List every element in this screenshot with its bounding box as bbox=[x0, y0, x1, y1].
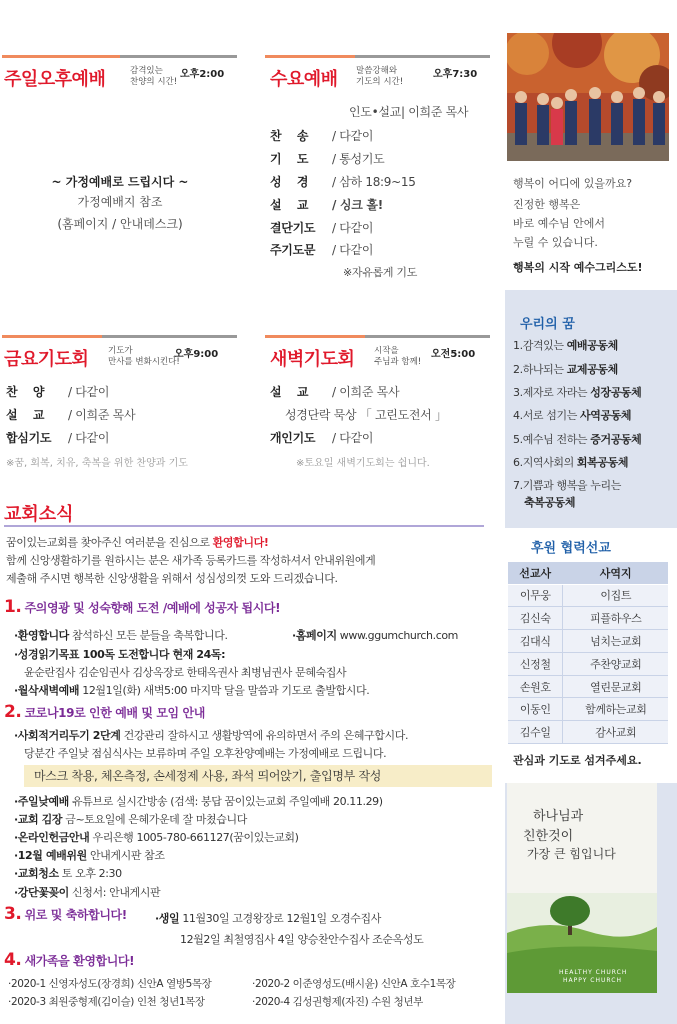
card-line-1: 하나님과 bbox=[533, 809, 584, 824]
news-item: 당분간 주일낮 점심식사는 보류하며 주일 오후찬양예배는 가정예배로 드립니다. bbox=[24, 747, 387, 760]
new-family: ·2020-3 최원중형제(김이슬) 인천 청년1목장 bbox=[8, 996, 205, 1008]
dawn-scripture: 성경단락 묵상 「 고린도전서 」 bbox=[285, 408, 447, 422]
wednesday-service-header bbox=[265, 55, 490, 95]
new-family: ·2020-4 김성권형제(자진) 수원 청년부 bbox=[252, 996, 423, 1008]
wednesday-item: 설 교 / 싱크 홀! bbox=[270, 198, 383, 212]
wednesday-item: 기 도 / 통성기도 bbox=[270, 152, 385, 166]
news-intro: 꿈이있는교회를 찾아주신 여러분을 진심으로 환영합니다! bbox=[6, 536, 269, 549]
wednesday-time: 오후7:30 bbox=[433, 69, 478, 80]
wednesday-note: ※자유롭게 기도 bbox=[343, 266, 418, 279]
news-section-3-title: 3. 위로 및 축하합니다! bbox=[4, 904, 127, 924]
sunday-time: 오후2:00 bbox=[180, 69, 225, 80]
dawn-time: 오전5:00 bbox=[431, 349, 476, 360]
new-family: ·2020-1 신영자성도(장경희) 신안A 열방5목장 bbox=[8, 978, 212, 990]
missions-note: 관심과 기도로 섬겨주세요. bbox=[513, 754, 642, 767]
table-row: 이무웅 이집트 bbox=[508, 584, 668, 607]
news-item: ·12월 예배위원 안내게시판 참조 bbox=[14, 849, 165, 862]
news-item: ·성경읽기목표 100독 도전합니다 현재 24독: bbox=[14, 648, 226, 661]
news-item: 12월2일 최철영집사 4일 양승찬안수집사 조순옥성도 bbox=[180, 933, 424, 946]
table-row: 김신숙 피플하우스 bbox=[508, 607, 668, 630]
dream-item: 3.제자로 자라는 성장공동체 bbox=[513, 386, 642, 399]
happiness-text: 진정한 행복은 bbox=[513, 198, 581, 211]
friday-time: 오후9:00 bbox=[174, 349, 219, 360]
dawn-note: ※토요일 새벽기도회는 쉽니다. bbox=[296, 458, 430, 469]
happiness-slogan: 행복의 시작 예수그리스도! bbox=[513, 261, 643, 274]
dream-item-cont: 축복공동체 bbox=[524, 496, 576, 509]
dream-title: 우리의 꿈 bbox=[520, 317, 575, 332]
card-brand: HEALTHY CHURCH bbox=[559, 969, 628, 976]
news-item: ·주일낮예배 유튜브로 실시간방송 (검색: 붕답 꿈이있는교회 주일예배 20.11.29) bbox=[14, 795, 383, 808]
dawn-service-header bbox=[265, 335, 490, 375]
sunday-subtitle: 감격있는 찬양의 시간! bbox=[130, 66, 178, 87]
sunday-home-worship: ~ 가정예배로 드립시다 ~ bbox=[51, 175, 189, 189]
missions-title: 후원 협력선교 bbox=[531, 541, 611, 556]
news-divider bbox=[4, 525, 484, 527]
new-family: ·2020-2 이준영성도(배시윤) 신안A 호수1목장 bbox=[252, 978, 456, 990]
friday-item: 찬 양 / 다같이 bbox=[6, 385, 110, 399]
happiness-text: 바로 예수님 안에서 bbox=[513, 217, 606, 230]
dream-item: 1.감격있는 예배공동체 bbox=[513, 339, 618, 352]
missions-table: 선교사 사역지 이무웅 이집트 김신숙 피플하우스 김대식 넘치는교회 신정철 주찬양교회 손원호 열린문교회 이동인 함께하는교회 김수일 감사교회 bbox=[508, 562, 668, 744]
news-section-2-title: 2. 코로나19로 인한 예배 및 모임 안내 bbox=[4, 702, 205, 722]
table-row: 손원호 열린문교회 bbox=[508, 675, 668, 698]
card-line-3: 가장 큰 힘입니다 bbox=[527, 847, 616, 861]
news-item: ·홈페이지 www.ggumchurch.com bbox=[292, 629, 458, 642]
wednesday-item: 결단기도 / 다같이 bbox=[270, 221, 374, 235]
slogan-card bbox=[507, 783, 657, 993]
table-row: 김대식 넘치는교회 bbox=[508, 630, 668, 653]
sunday-service-header bbox=[2, 55, 237, 95]
dawn-subtitle: 시작을 주님과 함께! bbox=[374, 346, 422, 367]
friday-item: 설 교 / 이희준 목사 bbox=[6, 408, 136, 422]
news-section-1-title: 1. 주의영광 및 성숙향해 도전 /예배에 성공자 됩시다! bbox=[4, 597, 281, 617]
news-item: ·환영합니다 참석하신 모든 분들을 축복합니다. bbox=[14, 629, 228, 642]
sunday-title: 주일오후예배 bbox=[4, 69, 106, 90]
happiness-text: 누릴 수 있습니다. bbox=[513, 236, 598, 249]
card-line-2: 친한것이 bbox=[523, 829, 574, 844]
dream-item: 4.서로 섬기는 사역공동체 bbox=[513, 409, 632, 422]
group-photo bbox=[507, 33, 669, 161]
wednesday-item: 주기도문 / 다같이 bbox=[270, 243, 374, 257]
dawn-item: 설 교 / 이희준 목사 bbox=[270, 385, 400, 399]
news-item: ·생일 11월30일 고경왕장로 12월1일 오경수집사 bbox=[155, 912, 381, 925]
news-item: ·교회청소 토 오후 2:30 bbox=[14, 867, 122, 880]
table-row: 이동인 함께하는교회 bbox=[508, 698, 668, 721]
happiness-question: 행복이 어디에 있을까요? bbox=[513, 177, 633, 190]
dawn-item: 개인기도 / 다같이 bbox=[270, 431, 374, 445]
news-intro: 제출해 주시면 행복한 신앙생활을 위해서 성심성의껏 도와 드리겠습니다. bbox=[6, 572, 338, 585]
card-brand: HAPPY CHURCH bbox=[563, 977, 622, 984]
covid-notice: 마스크 착용, 체온측정, 손세정제 사용, 좌석 띄어앉기, 출입명부 작성 bbox=[24, 765, 492, 787]
news-item: ·강단꽃꽂이 신청서: 안내게시판 bbox=[14, 886, 161, 899]
dawn-title: 새벽기도회 bbox=[270, 349, 355, 370]
friday-item: 합심기도 / 다같이 bbox=[6, 431, 110, 445]
wednesday-subtitle: 말씀강해와 기도의 시간! bbox=[356, 66, 404, 87]
news-item: ·온라인헌금안내 우리은행 1005-780-661127(꿈이있는교회) bbox=[14, 831, 299, 844]
dream-item: 5.예수님 전하는 증거공동체 bbox=[513, 433, 642, 446]
friday-subtitle: 기도가 만사를 변화시킨다! bbox=[108, 346, 180, 367]
wednesday-title: 수요예배 bbox=[270, 69, 338, 90]
wednesday-item: 성 경 / 삼하 18:9~15 bbox=[270, 175, 416, 189]
news-section-4-title: 4. 새가족을 환영합니다! bbox=[4, 950, 135, 970]
news-item: ·사회적거리두기 2단계 건강관리 잘하시고 생활방역에 유의하면서 주의 은혜구합시다. bbox=[14, 729, 409, 742]
wednesday-item: 찬 송 / 다같이 bbox=[270, 129, 374, 143]
news-item: ·교회 김장 금~토요일에 은혜가운데 잘 마쳤습니다 bbox=[14, 813, 247, 826]
news-item: 윤순란집사 김순임권사 김상옥장로 한태옥권사 최병님권사 문혜숙집사 bbox=[24, 666, 347, 679]
table-row: 신정철 주찬양교회 bbox=[508, 652, 668, 675]
dream-item: 6.지역사회의 회복공동체 bbox=[513, 456, 629, 469]
friday-service-header bbox=[2, 335, 237, 375]
news-title: 교회소식 bbox=[4, 504, 74, 525]
table-row: 김수일 감사교회 bbox=[508, 721, 668, 744]
sunday-ref: 가정예배지 참조 bbox=[77, 195, 163, 209]
sunday-ref-where: (홈페이지 / 안내데스크) bbox=[57, 217, 183, 231]
friday-title: 금요기도회 bbox=[4, 349, 89, 370]
dream-item: 7.기쁨과 행복을 누리는 bbox=[513, 479, 621, 492]
dream-item: 2.하나되는 교제공동체 bbox=[513, 363, 618, 376]
news-item: ·월삭새벽예배 12월1일(화) 새벽5:00 마지막 달을 말씀과 기도로 출발합시다. bbox=[14, 684, 370, 697]
wednesday-leader: 인도•설교| 이희준 목사 bbox=[349, 105, 469, 119]
friday-note: ※꿈, 회복, 치유, 축복을 위한 찬양과 기도 bbox=[6, 458, 188, 469]
news-intro: 함께 신앙생활하기를 원하시는 분은 새가족 등록카드를 작성하셔서 안내위원에게 bbox=[6, 554, 376, 567]
